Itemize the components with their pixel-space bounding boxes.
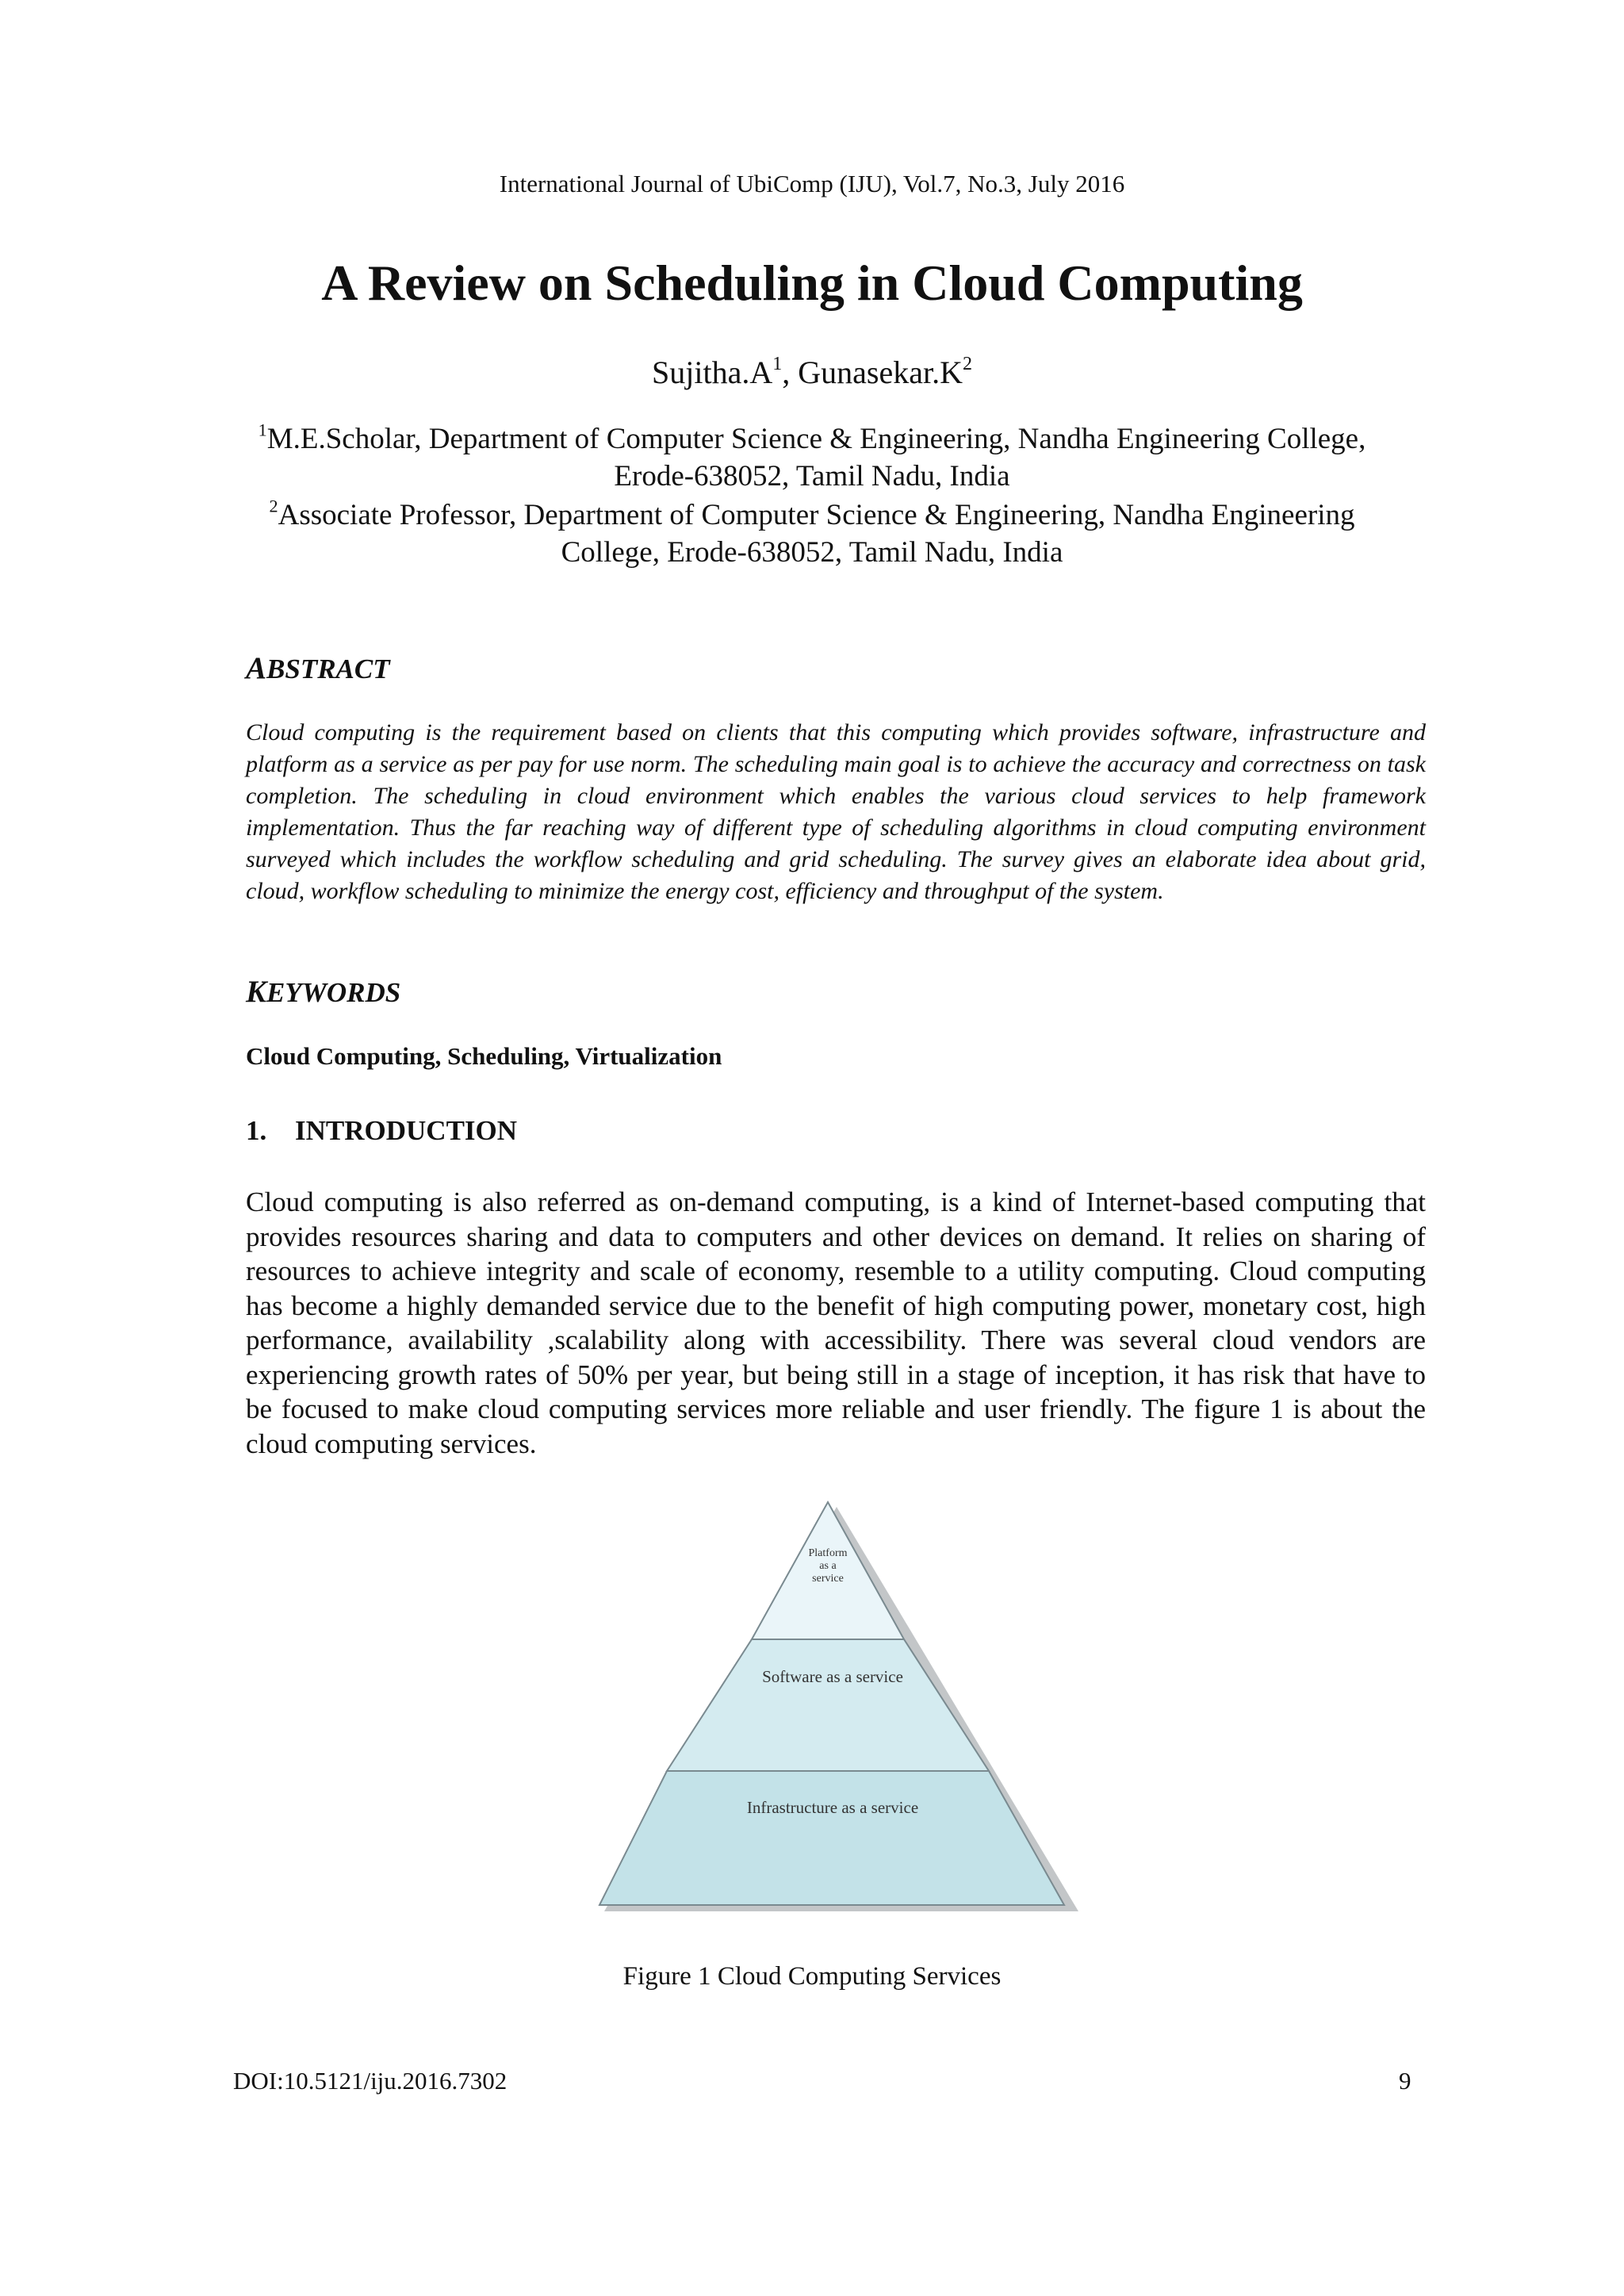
pyramid-label-infrastructure: Infrastructure as a service	[746, 1798, 919, 1817]
page-number: 9	[1399, 2067, 1411, 2095]
author-separator: ,	[782, 355, 799, 390]
section-number: 1.	[246, 1115, 267, 1146]
running-header: International Journal of UbiComp (IJU), Vol.7, No.3, July 2016	[499, 170, 1125, 197]
heading-rest: EYWORDS	[266, 977, 401, 1008]
pyramid-label-software: Software as a service	[762, 1667, 903, 1686]
author-affiliation-mark: 1	[772, 354, 783, 375]
keywords-list: Cloud Computing, Scheduling, Virtualization	[246, 1042, 722, 1070]
introduction-body: Cloud computing is also referred as on-demand computing, is a kind of Internet-based computing that provides resources sharing and data to computers and other devices on demand. It relies on sharing of resources to achieve integrity and scale of economy, resemble to a utility computing. Cloud computing has become a highly demanded service due to the benefit of high computing power, monetary cost, high performance, availability ,scalability along with accessibility. There was several cloud vendors are experiencing growth rates of 50% per year, but being still in a stage of inception, it has risk that have to be focused to make cloud computing services more reliable and user friendly. The figure 1 is about the cloud computing services.	[246, 1186, 1426, 1459]
affiliation-1	[238, 420, 1386, 495]
abstract-body: Cloud computing is the requirement based on clients that this computing which provides software, infrastructure and platform as a service as per pay for use norm. The scheduling main goal is to achieve the accuracy and correctness on task completion. The scheduling in cloud environment which enables the various cloud services to help framework implementation. Thus the far reaching way of different type of scheduling algorithms in cloud computing environment surveyed which includes the workflow scheduling and grid scheduling. The survey gives an elaborate idea about grid, cloud, workflow scheduling to minimize the energy cost, efficiency and throughput of the system.	[246, 719, 1426, 904]
heading-initial: A	[246, 651, 267, 685]
author-affiliation-mark: 2	[962, 354, 972, 375]
heading-initial: K	[246, 975, 267, 1009]
author-line	[0, 354, 1624, 391]
affiliation-mark: 2	[269, 496, 278, 516]
cloud-services-pyramid-figure	[595, 1499, 1086, 1919]
heading-rest: BSTRACT	[266, 654, 390, 684]
pyramid-label-platform: Platform	[808, 1547, 848, 1559]
footer-doi: DOI:10.5121/iju.2016.7302	[233, 2067, 508, 2095]
author-name: Sujitha.A	[652, 355, 773, 390]
section-heading-introduction	[246, 1115, 517, 1147]
author-name: Gunasekar.K	[798, 355, 963, 390]
affiliation-text: Associate Professor, Department of Computer Science & Engineering, Nandha Engineering College, Erode-638052, Tamil Nadu, India	[278, 499, 1355, 569]
abstract-heading	[246, 650, 390, 686]
pyramid-label-platform: as a	[819, 1560, 837, 1572]
pyramid-tier-infrastructure	[599, 1771, 1064, 1905]
pyramid-label-platform: service	[812, 1573, 844, 1585]
figure-caption: Figure 1 Cloud Computing Services	[622, 1962, 1002, 1991]
affiliation-mark: 1	[258, 420, 267, 440]
section-title: INTRODUCTION	[295, 1115, 518, 1146]
pyramid-tier-software	[667, 1639, 989, 1771]
keywords-heading	[246, 974, 400, 1010]
affiliation-text: M.E.Scholar, Department of Computer Science & Engineering, Nandha Engineering College, Erode-638052, Tamil Nadu, India	[266, 423, 1366, 493]
affiliation-2	[238, 496, 1386, 571]
paper-title: A Review on Scheduling in Cloud Computing	[321, 255, 1303, 311]
